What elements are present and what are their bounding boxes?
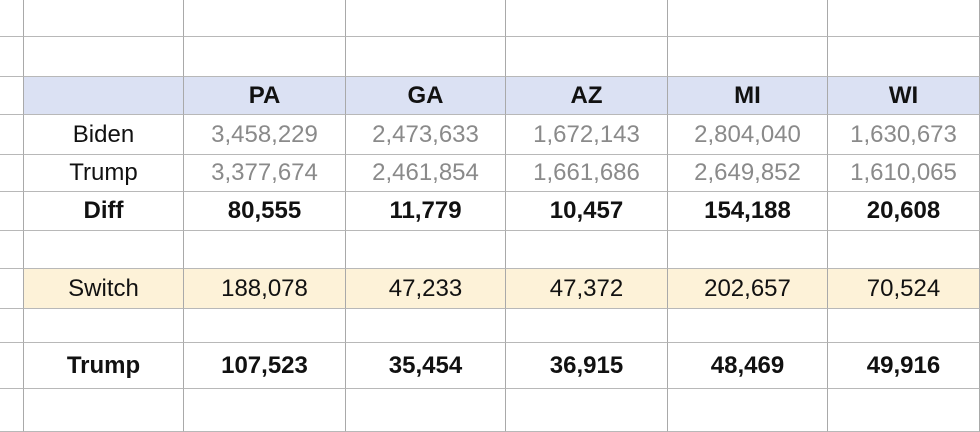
cell-trump-total-az[interactable]: 36,915	[506, 343, 668, 389]
cell-trump-mi[interactable]: 2,649,852	[668, 155, 828, 192]
row-header-cell[interactable]	[0, 309, 24, 343]
row-header-cell[interactable]	[0, 77, 24, 115]
column-header-ga[interactable]: GA	[346, 77, 506, 115]
column-header-wi[interactable]: WI	[828, 77, 980, 115]
row-label-trump-total[interactable]: Trump	[24, 343, 184, 389]
cell-trump-total-mi[interactable]: 48,469	[668, 343, 828, 389]
row-header-cell[interactable]	[0, 37, 24, 77]
row-header-cell[interactable]	[0, 343, 24, 389]
cell[interactable]	[506, 37, 668, 77]
row-label-trump[interactable]: Trump	[24, 155, 184, 192]
cell[interactable]	[828, 37, 980, 77]
cell-trump-total-wi[interactable]: 49,916	[828, 343, 980, 389]
cell-trump-wi[interactable]: 1,610,065	[828, 155, 980, 192]
column-header-pa[interactable]: PA	[184, 77, 346, 115]
cell[interactable]	[828, 0, 980, 37]
cell[interactable]	[346, 0, 506, 37]
cell-biden-az[interactable]: 1,672,143	[506, 115, 668, 155]
cell[interactable]	[506, 389, 668, 432]
cell-switch-mi[interactable]: 202,657	[668, 269, 828, 309]
cell[interactable]	[24, 389, 184, 432]
row-header-cell[interactable]	[0, 231, 24, 269]
cell-trump-az[interactable]: 1,661,686	[506, 155, 668, 192]
cell[interactable]	[24, 309, 184, 343]
row-header-cell[interactable]	[0, 155, 24, 192]
row-label-switch[interactable]: Switch	[24, 269, 184, 309]
cell-trump-pa[interactable]: 3,377,674	[184, 155, 346, 192]
cell-diff-ga[interactable]: 11,779	[346, 192, 506, 231]
cell[interactable]	[668, 389, 828, 432]
cell[interactable]	[184, 389, 346, 432]
cell[interactable]	[346, 309, 506, 343]
cell-diff-wi[interactable]: 20,608	[828, 192, 980, 231]
cell[interactable]	[24, 231, 184, 269]
cell[interactable]	[668, 231, 828, 269]
cell-biden-ga[interactable]: 2,473,633	[346, 115, 506, 155]
row-header-cell[interactable]	[0, 389, 24, 432]
cell-switch-wi[interactable]: 70,524	[828, 269, 980, 309]
cell[interactable]	[184, 309, 346, 343]
cell-switch-az[interactable]: 47,372	[506, 269, 668, 309]
cell-diff-az[interactable]: 10,457	[506, 192, 668, 231]
cell[interactable]	[184, 231, 346, 269]
row-header-cell[interactable]	[0, 115, 24, 155]
cell[interactable]	[24, 0, 184, 37]
cell[interactable]	[184, 37, 346, 77]
cell-biden-pa[interactable]: 3,458,229	[184, 115, 346, 155]
cell[interactable]	[668, 0, 828, 37]
cell[interactable]	[828, 389, 980, 432]
cell-trump-total-pa[interactable]: 107,523	[184, 343, 346, 389]
cell-biden-wi[interactable]: 1,630,673	[828, 115, 980, 155]
cell-switch-pa[interactable]: 188,078	[184, 269, 346, 309]
row-header-cell[interactable]	[0, 269, 24, 309]
cell[interactable]	[184, 0, 346, 37]
header-label-cell[interactable]	[24, 77, 184, 115]
cell-biden-mi[interactable]: 2,804,040	[668, 115, 828, 155]
row-label-diff[interactable]: Diff	[24, 192, 184, 231]
cell[interactable]	[506, 309, 668, 343]
row-header-cell[interactable]	[0, 192, 24, 231]
cell-trump-total-ga[interactable]: 35,454	[346, 343, 506, 389]
cell[interactable]	[506, 0, 668, 37]
cell-diff-mi[interactable]: 154,188	[668, 192, 828, 231]
cell[interactable]	[506, 231, 668, 269]
cell-trump-ga[interactable]: 2,461,854	[346, 155, 506, 192]
cell[interactable]	[346, 37, 506, 77]
cell-diff-pa[interactable]: 80,555	[184, 192, 346, 231]
column-header-az[interactable]: AZ	[506, 77, 668, 115]
column-header-mi[interactable]: MI	[668, 77, 828, 115]
cell-switch-ga[interactable]: 47,233	[346, 269, 506, 309]
cell[interactable]	[24, 37, 184, 77]
cell[interactable]	[668, 37, 828, 77]
cell[interactable]	[668, 309, 828, 343]
cell[interactable]	[346, 389, 506, 432]
cell[interactable]	[828, 231, 980, 269]
row-header-cell[interactable]	[0, 0, 24, 37]
cell[interactable]	[828, 309, 980, 343]
cell[interactable]	[346, 231, 506, 269]
row-label-biden[interactable]: Biden	[24, 115, 184, 155]
